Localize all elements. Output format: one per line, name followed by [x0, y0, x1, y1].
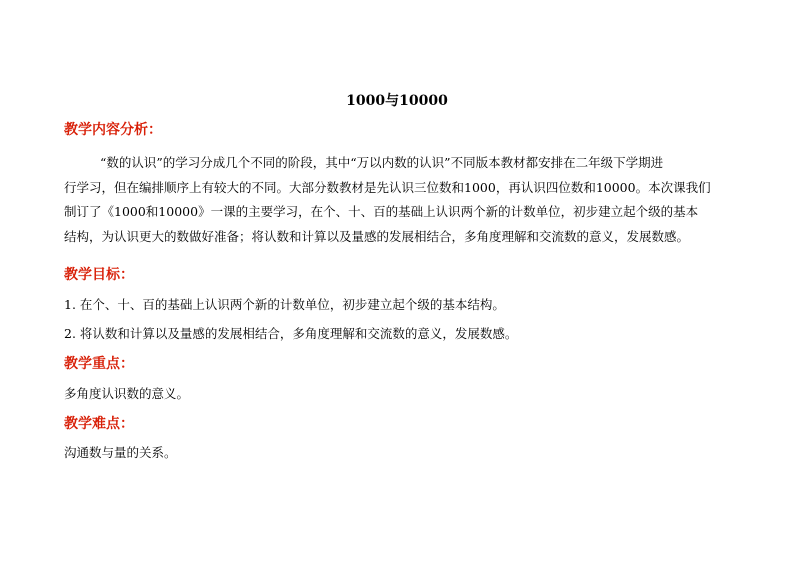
section-heading-key-points: 教学重点： — [64, 356, 134, 372]
key-point-item: 多角度认识数的意义。 — [64, 386, 190, 401]
section-heading-teaching-goals: 教学目标： — [64, 267, 134, 283]
paragraph-line: “数的认识”的学习分成几个不同的阶段，其中“万以内数的认识”不同版本教材都安排在二年级下学期进 — [100, 155, 664, 170]
content-analysis-paragraph — [64, 151, 744, 249]
difficult-point-item: 沟通数与量的关系。 — [64, 445, 177, 460]
section-heading-difficult-points: 教学难点： — [64, 416, 134, 432]
section-heading-content-analysis: 教学内容分析： — [64, 122, 162, 138]
paragraph-line: 结构，为认识更大的数做好准备；将认数和计算以及量感的发展相结合，多角度理解和交流数的意义，发展数感。 — [64, 228, 690, 244]
paragraph-line: 行学习，但在编排顺序上有较大的不同。大部分数教材是先认识三位数和1000，再认识四位数和10000。本次课我们 — [64, 179, 711, 195]
goal-item: 1. 在个、十、百的基础上认识两个新的计数单位，初步建立起个级的基本结构。 — [64, 297, 505, 312]
paragraph-line: 制订了《1000和10000》一课的主要学习，在个、十、百的基础上认识两个新的计数单位，初步建立起个级的基本 — [64, 204, 699, 219]
goal-item: 2. 将认数和计算以及量感的发展相结合，多角度理解和交流数的意义，发展数感。 — [64, 326, 518, 341]
document-title: 1000与10000 — [346, 93, 448, 109]
